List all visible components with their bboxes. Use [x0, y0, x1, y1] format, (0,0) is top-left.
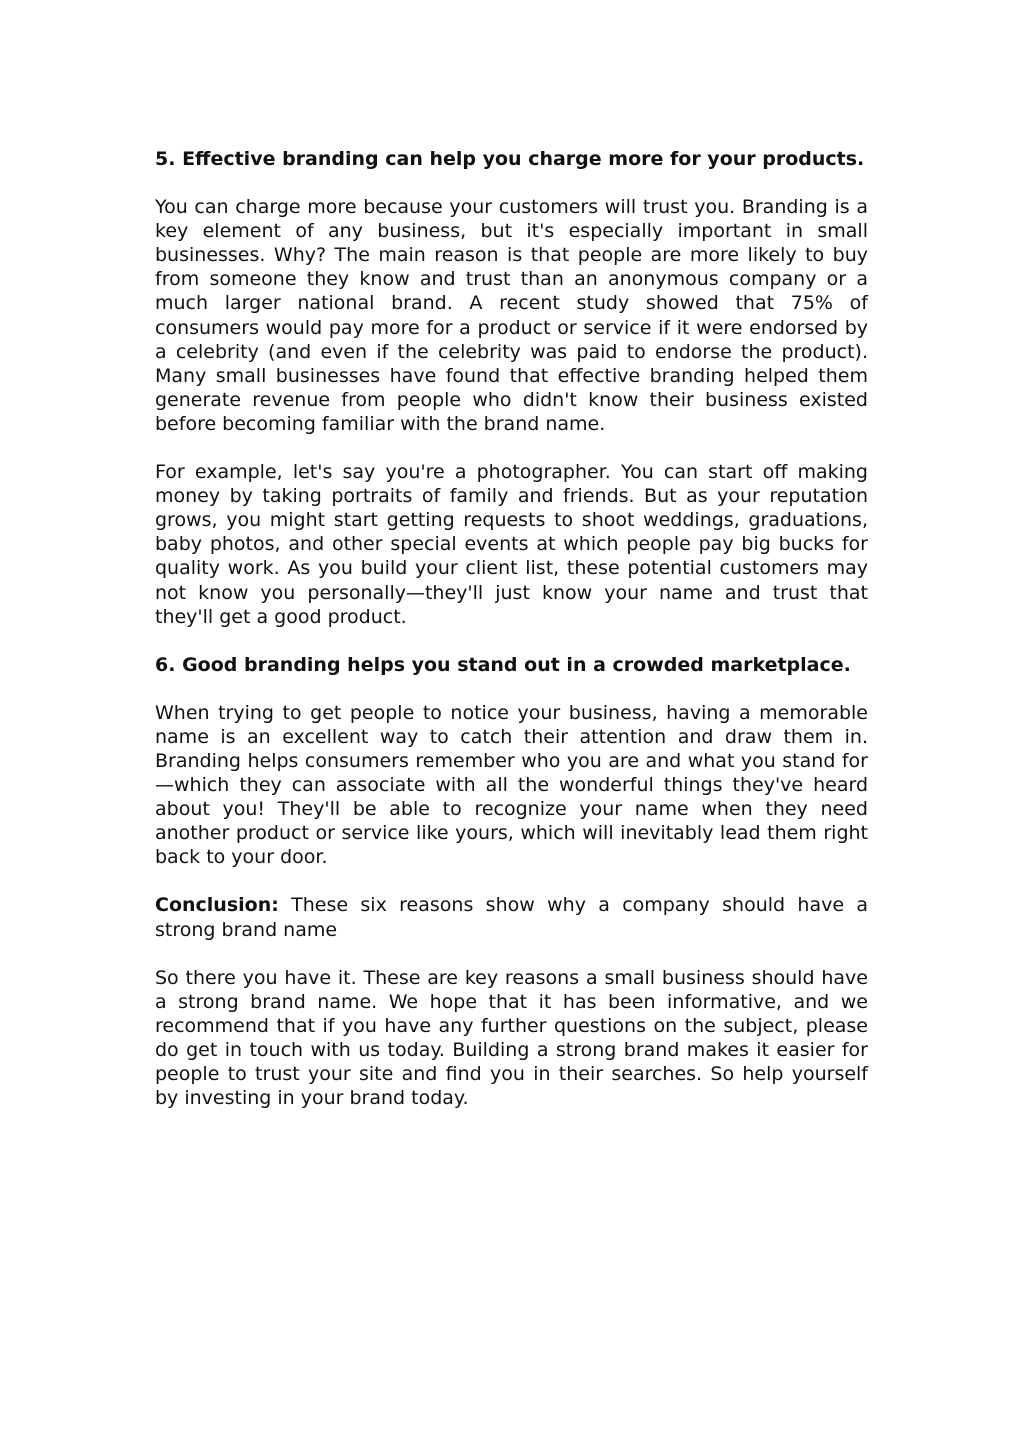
document-page	[155, 147, 868, 1134]
closing-paragraph: So there you have it. These are key reasons a small business should have a strong brand name. We hope that it has been informative, and we recommend that if you have any further questions on the subject, please do get in touch with us today. Building a strong brand makes it easier for people to trust your site and find you in their searches. So help yourself by investing in your brand today.	[155, 966, 868, 1110]
conclusion-text: These six reasons show why a company should have a strong brand name	[155, 894, 868, 941]
conclusion-paragraph	[155, 893, 868, 941]
section-heading	[155, 653, 868, 677]
body-paragraph: For example, let's say you're a photographer. You can start off making money by taking portraits of family and friends. But as your reputation grows, you might start getting requests to shoot weddings, graduations, baby photos, and other special events at which people pay big bucks for quality work. As you build your client list, these potential customers may not know you personally—they'll just know your name and trust that they'll get a good product.	[155, 461, 868, 628]
body-paragraph: When trying to get people to notice your business, having a memorable name is an excellent way to catch their attention and draw them in. Branding helps consumers remember who you are and what you stand for—which they can associate with all the wonderful things they've heard about you! They'll be able to recognize your name when they need another product or service like yours, which will inevitably lead them right back to your door.	[155, 701, 868, 869]
body-paragraph: You can charge more because your customers will trust you. Branding is a key element of any business, but it's especially important in small businesses. Why? The main reason is that people are more likely to buy from someone they know and trust than an anonymous company or a much larger national brand. A recent study showed that 75% of consumers would pay more for a product or service if it were endorsed by a celebrity (and even if the celebrity was paid to endorse the product). Many small businesses have found that effective branding helped them generate revenue from people who didn't know their business existed before becoming familiar with the brand name.	[155, 196, 868, 435]
section-title: Effective branding can help you charge more for your products.	[182, 148, 865, 170]
section-heading	[155, 147, 868, 171]
section-title: Good branding helps you stand out in a crowded marketplace.	[182, 653, 851, 676]
section-number: 6.	[155, 653, 176, 676]
conclusion-label: Conclusion:	[155, 894, 279, 917]
section-number: 5.	[155, 148, 176, 170]
